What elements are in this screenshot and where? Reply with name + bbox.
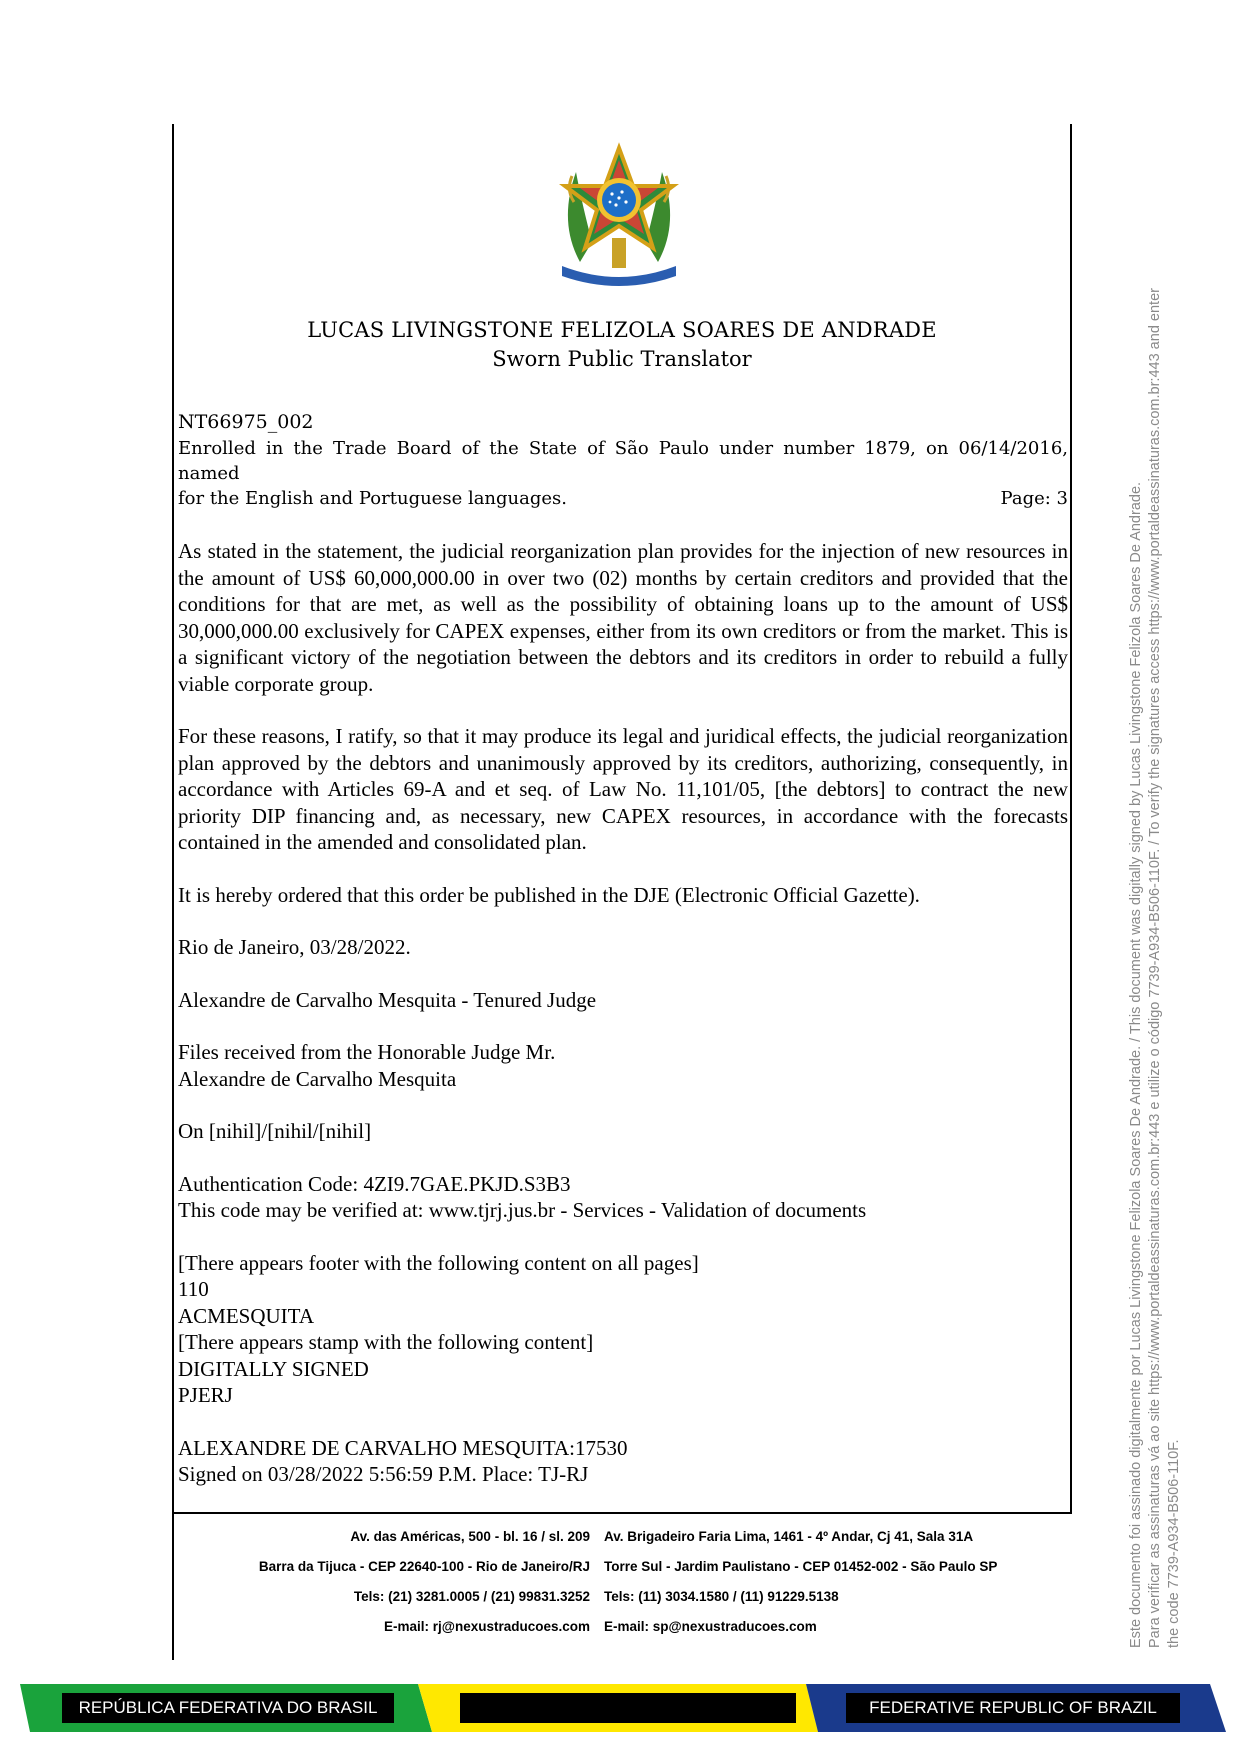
enrollment-info <box>178 436 1068 511</box>
translated-order-body <box>178 538 1068 1514</box>
band-label-left: REPÚBLICA FEDERATIVA DO BRASIL <box>62 1693 394 1723</box>
stamp-line-2: PJERJ <box>178 1383 233 1407</box>
side-note-line-2: Para verificar as assinaturas vá ao site https://www.portaldeassinaturas.com.br:443 e utilize o código 7739-A934-B506-110F. / To verify the signatures access https://www.portaldeassinaturas.com.br:443 and enter <box>1147 288 1163 1648</box>
paragraph-capital-injection: As stated in the statement, the judicial reorganization plan provides for the injection of new resources in the amount of US$ 60,000,000.00 in over two (02) months by certain creditors and provided that the conditions for that are met, as well as the possibility of obtaining loans up to the amount of US$ 30,000,000.00 exclusively for CAPEX expenses, either from its own creditors or from the market. This is a significant victory of the negotiation between the debtors and its creditors in order to rebuild a fully viable corporate group. <box>178 539 1068 696</box>
stamp-line-1: DIGITALLY SIGNED <box>178 1356 369 1381</box>
translator-name: LUCAS LIVINGSTONE FELIZOLA SOARES DE ANDRADE <box>307 318 937 342</box>
paragraph-ratification: For these reasons, I ratify, so that it may produce its legal and juridical effects, the judicial reorganization plan approved by the debtors and unanimously approved by its creditors, authorizing, consequently, in accordance with Articles 69-A and et seq. of Law No. 11,101/05, [the debtors] to contract the new priority DIP financing and, as necessary, new CAPEX resources, in accordance with the forecasts contained in the amended and consolidated plan. <box>178 724 1068 854</box>
footer-rio-office <box>174 1522 590 1642</box>
footer-number: 110 <box>178 1277 209 1301</box>
right-border-line <box>1070 124 1072 1514</box>
signature-block <box>178 1435 1068 1488</box>
sp-phones: Tels: (11) 3034.1580 / (11) 91229.5138 <box>604 1589 839 1604</box>
band-label-middle <box>460 1693 796 1723</box>
digital-signature-note <box>1127 58 1184 1648</box>
band-label-right: FEDERATIVE REPUBLIC OF BRAZIL <box>846 1693 1180 1723</box>
translator-title: Sworn Public Translator <box>492 347 752 371</box>
enrollment-line-1: Enrolled in the Trade Board of the State of São Paulo under number 1879, on 06/14/2016, named <box>178 438 1068 484</box>
files-received <box>178 1039 1068 1092</box>
document-reference: NT66975_002 <box>178 411 314 433</box>
authentication-code: Authentication Code: 4ZI9.7GAE.PKJD.S3B3 <box>178 1171 571 1196</box>
signer-name: ALEXANDRE DE CARVALHO MESQUITA:17530 <box>178 1435 628 1460</box>
footer-stamp-block <box>178 1250 1068 1409</box>
authentication-block <box>178 1171 1068 1224</box>
page-number: Page: 3 <box>1000 488 1068 509</box>
sp-address-line-2: Torre Sul - Jardim Paulistano - CEP 01452-002 - São Paulo SP <box>604 1559 998 1574</box>
rj-email: E-mail: rj@nexustraducoes.com <box>384 1619 590 1634</box>
sp-email: E-mail: sp@nexustraducoes.com <box>604 1619 817 1634</box>
sp-address-line-1: Av. Brigadeiro Faria Lima, 1461 - 4º Andar, Cj 41, Sala 31A <box>604 1529 974 1544</box>
footer-note: [There appears footer with the following content on all pages] <box>178 1250 699 1275</box>
on-date: On [nihil]/[nihil/[nihil] <box>178 1119 372 1143</box>
enrollment-line-2: for the English and Portuguese languages. <box>178 488 568 509</box>
side-note-line-1: Este documento foi assinado digitalmente por Lucas Livingstone Felizola Soares De Andrade. / This document was digitally signed by Lucas Livingstone Felizola Soares De Andrade. <box>1128 481 1144 1648</box>
verification-info: This code may be verified at: www.tjrj.jus.br - Services - Validation of documents <box>178 1198 867 1222</box>
footer-name: ACMESQUITA <box>178 1303 314 1328</box>
files-received-line-1: Files received from the Honorable Judge Mr. <box>178 1040 556 1064</box>
publication-order: It is hereby ordered that this order be published in the DJE (Electronic Official Gazette). <box>178 882 920 907</box>
place-and-date: Rio de Janeiro, 03/28/2022. <box>178 935 411 959</box>
judge-signature: Alexandre de Carvalho Mesquita - Tenured Judge <box>178 987 597 1012</box>
files-received-line-2: Alexandre de Carvalho Mesquita <box>178 1066 457 1091</box>
rj-address-line-1: Av. das Américas, 500 - bl. 16 / sl. 209 <box>350 1529 590 1544</box>
rj-phones: Tels: (21) 3281.0005 / (21) 99831.3252 <box>353 1589 590 1604</box>
rj-address-line-2: Barra da Tijuca - CEP 22640-100 - Rio de Janeiro/RJ <box>258 1559 590 1574</box>
footer-sao-paulo-office <box>604 1522 1064 1642</box>
signed-on: Signed on 03/28/2022 5:56:59 P.M. Place: TJ-RJ <box>178 1462 589 1486</box>
brazil-coat-of-arms-icon <box>552 142 686 292</box>
stamp-note: [There appears stamp with the following content] <box>178 1330 594 1354</box>
side-note-line-3: the code 7739-A934-B506-110F. <box>1166 1439 1182 1648</box>
